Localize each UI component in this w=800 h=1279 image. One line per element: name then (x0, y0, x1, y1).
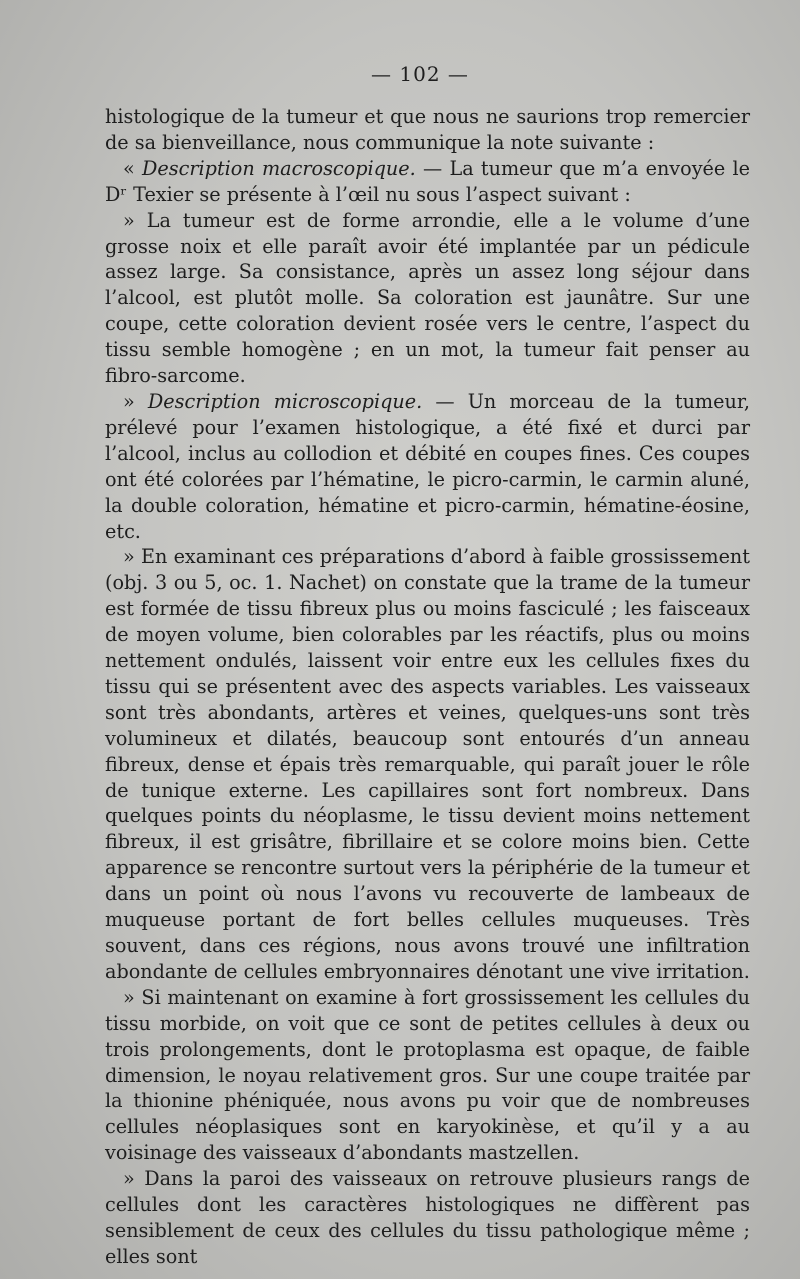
paragraph-p5 (105, 544, 750, 984)
paragraph-text: « (123, 156, 143, 180)
section-heading: Description macroscopique. (142, 156, 416, 180)
section-heading: Description microscopique. (147, 389, 423, 413)
paragraph-text: » Si maintenant on examine à fort grossissement les cellules du tissu morbide, on voit que ce sont de petites cellules à deux ou trois prolongements, dont le protoplasma est opaque, de faible dimension, le noyau relativement gros. Sur une coupe traitée par la thionine phéniquée, nous avons pu voir que de nombreuses cellules néoplasiques sont en karyokinèse, et qu’il y a au voisinage des vaisseaux d’abondants mastzellen. (105, 985, 750, 1165)
paragraph-text: » Dans la paroi des vaisseaux on retrouve plusieurs rangs de cellules dont les caractères histologiques ne diffèrent pas sensiblement de ceux des cellules du tissu pathologique même ; elles sont (105, 1167, 750, 1268)
page-number: — 102 — (371, 62, 469, 86)
paragraph-p1 (105, 104, 750, 156)
paragraph-p2 (105, 156, 750, 208)
paragraph-text: histologique de la tumeur et que nous ne saurions trop remercier de sa bienveillance, nous communique la note suivante : (105, 105, 750, 154)
paragraph-p4 (105, 389, 750, 544)
paragraph-p6 (105, 985, 750, 1166)
paragraph-text: — La tumeur que m’a envoyée le Dʳ Texier se présente à l’œil nu sous l’aspect suivant : (105, 156, 750, 206)
body-text (105, 104, 750, 1270)
paragraph-text: — Un morceau de la tumeur, prélevé pour l’examen histologique, a été fixé et durci par l’alcool, inclus au collodion et débité en coupes fines. Ces coupes ont été colorées par l’hématine, le picro-carmin, le carmin aluné, la double coloration, hématine et picro-carmin, hématine-éosine, etc. (105, 389, 750, 543)
paragraph-text: » En examinant ces préparations d’abord à faible grossissement (obj. 3 ou 5, oc. 1. Nachet) on constate que la trame de la tumeur est formée de tissu fibreux plus ou moins fasciculé ; les faisceaux de moyen volume, bien colorables par les réactifs, plus ou moins nettement ondulés, laissent voir entre eux les cellules fixes du tissu qui se présentent avec des aspects variables. Les vaisseaux sont très abondants, artères et veines, quelques-uns sont très volumineux et dilatés, beaucoup sont entourés d’un anneau fibreux, dense et épais très remarquable, qui paraît jouer le rôle de tunique externe. Les capillaires sont fort nombreux. Dans quelques points du néoplasme, le tissu devient moins nettement fibreux, il est grisâtre, fibrillaire et se colore moins bien. Cette apparence se rencontre surtout vers la périphérie de la tumeur et dans un point où nous l’avons vu recouverte de lambeaux de muqueuse portant de fort belles cellules muqueuses. Très souvent, dans ces régions, nous avons trouvé une infiltration abondante de cellules embryonnaires dénotant une vive irritation. (105, 545, 750, 983)
paragraph-p7 (105, 1166, 750, 1270)
paragraph-p3 (105, 208, 750, 389)
paragraph-text: » (123, 389, 148, 413)
paragraph-text: » La tumeur est de forme arrondie, elle a le volume d’une grosse noix et elle paraît avoir été implantée par un pédicule assez large. Sa consistance, après un assez long séjour dans l’alcool, est plutôt molle. Sa coloration est jaunâtre. Sur une coupe, cette coloration devient rosée vers le centre, l’aspect du tissu semble homogène ; en un mot, la tumeur fait penser au fibro-sarcome. (105, 208, 750, 388)
